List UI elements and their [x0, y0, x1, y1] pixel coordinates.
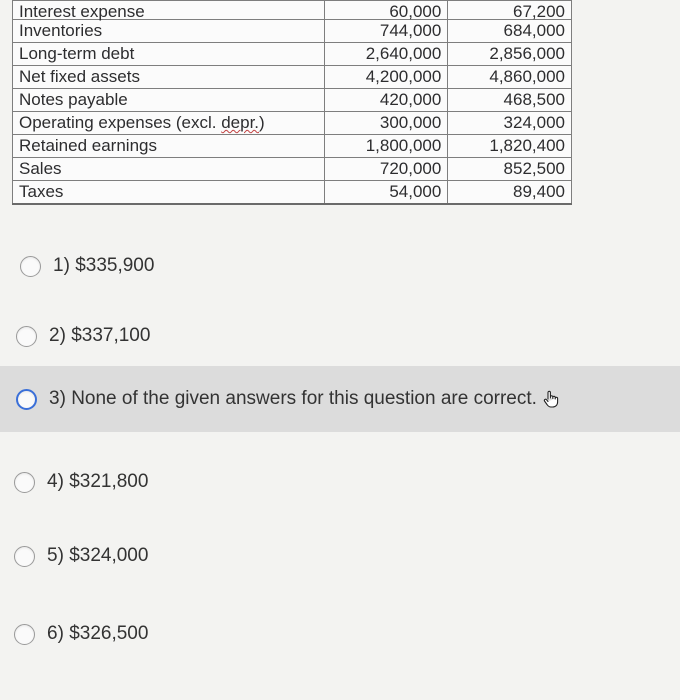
- radio-button[interactable]: [16, 389, 37, 410]
- answer-option-6[interactable]: [0, 614, 680, 654]
- value-year-1: 2,640,000: [324, 43, 448, 66]
- answer-option-1[interactable]: [0, 246, 680, 286]
- option-label: 6) $326,500: [47, 623, 149, 644]
- value-year-2: 324,000: [448, 112, 572, 135]
- option-label: 5) $324,000: [47, 545, 149, 566]
- table-row: [13, 20, 572, 43]
- option-label: 4) $321,800: [47, 471, 149, 492]
- table-row: [13, 158, 572, 181]
- radio-button[interactable]: [14, 624, 35, 645]
- value-year-2: 468,500: [448, 89, 572, 112]
- row-label: Sales: [13, 158, 325, 181]
- value-year-2: 89,400: [448, 181, 572, 205]
- table-row: [13, 112, 572, 135]
- radio-button[interactable]: [20, 256, 41, 277]
- value-year-2: 4,860,000: [448, 66, 572, 89]
- value-year-1: 744,000: [324, 20, 448, 43]
- table-row: [13, 43, 572, 66]
- row-label-end: ): [259, 113, 265, 132]
- answer-option-5[interactable]: [0, 536, 680, 576]
- spellcheck-word: depr.: [221, 113, 260, 132]
- value-year-2: 852,500: [448, 158, 572, 181]
- table-row: [13, 1, 572, 20]
- radio-button[interactable]: [16, 326, 37, 347]
- value-year-2: 2,856,000: [448, 43, 572, 66]
- row-label: Net fixed assets: [13, 66, 325, 89]
- row-label: Notes payable: [13, 89, 325, 112]
- value-year-1: 60,000: [324, 1, 448, 20]
- answer-option-2[interactable]: [0, 316, 680, 356]
- value-year-1: 54,000: [324, 181, 448, 205]
- value-year-2: 1,820,400: [448, 135, 572, 158]
- row-label: Retained earnings: [13, 135, 325, 158]
- radio-button[interactable]: [14, 546, 35, 567]
- row-label: Taxes: [13, 181, 325, 205]
- answer-option-4[interactable]: [0, 462, 680, 502]
- financial-table: [12, 0, 572, 205]
- value-year-1: 4,200,000: [324, 66, 448, 89]
- hand-pointer-icon: [543, 390, 559, 408]
- option-label: 1) $335,900: [53, 255, 155, 276]
- table-row: [13, 89, 572, 112]
- value-year-1: 300,000: [324, 112, 448, 135]
- radio-button[interactable]: [14, 472, 35, 493]
- row-label-text: Operating expenses (excl.: [19, 113, 222, 132]
- answer-option-3[interactable]: [0, 366, 680, 432]
- row-label: Long-term debt: [13, 43, 325, 66]
- table-row: [13, 181, 572, 205]
- value-year-1: 420,000: [324, 89, 448, 112]
- option-label: 3) None of the given answers for this question are correct.: [49, 388, 537, 409]
- row-label: Interest expense: [13, 1, 325, 20]
- row-label: Inventories: [13, 20, 325, 43]
- value-year-2: 684,000: [448, 20, 572, 43]
- table-row: [13, 135, 572, 158]
- value-year-1: 720,000: [324, 158, 448, 181]
- row-label: [13, 112, 325, 135]
- financial-data-table: [12, 0, 572, 205]
- value-year-2: 67,200: [448, 1, 572, 20]
- value-year-1: 1,800,000: [324, 135, 448, 158]
- table-row: [13, 66, 572, 89]
- option-label: 2) $337,100: [49, 325, 151, 346]
